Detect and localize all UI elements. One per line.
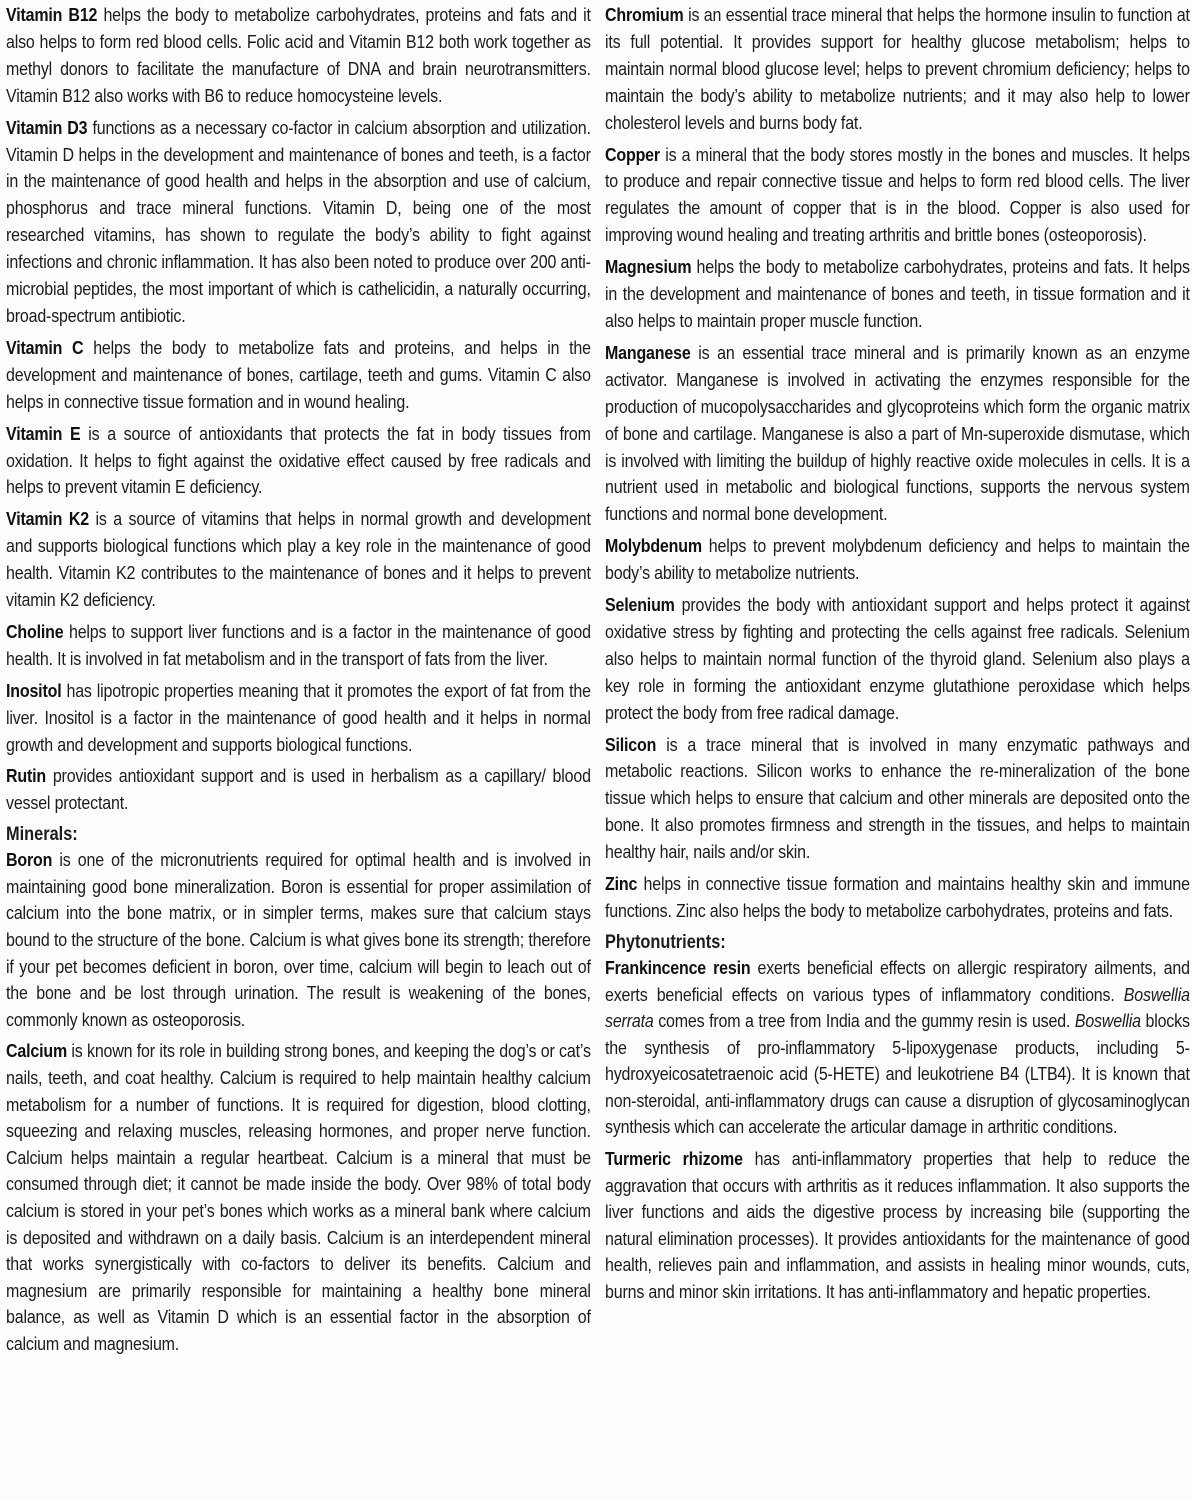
text-vitamin-c: helps the body to metabolize fats and proteins, and helps in the development and maintenance of bones, cartilage, teeth and gums. Vitamin C also helps in connective tissue formation and in wound healing. [6, 336, 591, 412]
paragraph-turmeric [605, 1146, 1190, 1306]
term-chromium: Chromium [605, 4, 684, 25]
text-vitamin-b12: helps the body to metabolize carbohydrates, proteins and fats and it also helps to form red blood cells. Folic acid and Vitamin B12 both work together as methyl donors to facilitate the manufacture of DNA and brain neurotransmitters. Vitamin B12 also works with B6 to reduce homocysteine levels. [6, 4, 591, 106]
text-zinc: helps in connective tissue formation and maintains healthy skin and immune functions. Zinc also helps the body to metabolize carbohydrates, proteins and fats. [605, 873, 1190, 921]
paragraph-silicon [605, 732, 1190, 867]
term-rutin: Rutin [6, 765, 47, 787]
paragraph-vitamin-b12 [6, 2, 591, 110]
paragraph-vitamin-e [6, 421, 591, 502]
paragraph-calcium [6, 1038, 591, 1357]
term-zinc: Zinc [605, 873, 638, 895]
text-molybdenum: helps to prevent molybdenum deficiency and helps to maintain the body’s ability to metabolize nutrients. [605, 535, 1190, 584]
paragraph-vitamin-c [6, 335, 591, 416]
term-choline: Choline [6, 620, 64, 642]
text-chromium: is an essential trace mineral that helps the hormone insulin to function at its full potential. It provides support for healthy glucose metabolism; helps to maintain normal blood glucose level; helps to prevent chromium deficiency; helps to maintain the body’s ability to metabolize nutrients; and it may also help to lower cholesterol levels and burns body fat. [605, 4, 1190, 133]
text-copper: is a mineral that the body stores mostly in the bones and muscles. It helps to produce and repair connective tissue and helps to form red blood cells. The liver regulates the amount of copper that is in the blood. Copper is also used for improving wound healing and treating arthritis and brittle bones (osteoporosis). [605, 143, 1190, 246]
text-turmeric: has anti-inflammatory properties that help to reduce the aggravation that occurs with arthritis as it reduces inflammation. It also supports the liver functions and aids the digestive process by increasing bile (supporting the natural elimination processes). It provides antioxidants for the maintenance of good health, relieves pain and inflammation, and assists in healing minor wounds, cuts, burns and minor skin irritations. It has anti-inflammatory and hepatic properties. [605, 1148, 1190, 1303]
paragraph-rutin [6, 763, 591, 817]
left-column [6, 2, 591, 1500]
text-selenium: provides the body with antioxidant support and helps protect it against oxidative stress by fighting and protecting the cells against free radicals. Selenium also helps to maintain normal function of the thyroid gland. Selenium also plays a key role in forming the antioxidant enzyme glutathione peroxidase which helps protect the body from free radical damage. [605, 594, 1190, 723]
text-magnesium: helps the body to metabolize carbohydrates, proteins and fats. It helps in the development and maintenance of bones and teeth, in tissue formation and it also helps to maintain proper muscle function. [605, 256, 1190, 331]
paragraph-chromium [605, 2, 1190, 137]
paragraph-choline [6, 619, 591, 673]
term-vitamin-e: Vitamin E [6, 422, 81, 444]
paragraph-boron [6, 847, 591, 1033]
term-calcium: Calcium [6, 1040, 68, 1062]
term-manganese: Manganese [605, 341, 691, 363]
paragraph-selenium [605, 592, 1190, 727]
text-vitamin-k2: is a source of vitamins that helps in normal growth and development and supports biological functions which play a key role in the maintenance of good health. Vitamin K2 contributes to the maintenance of bones and it helps to prevent vitamin K2 deficiency. [6, 508, 591, 611]
right-column [605, 2, 1190, 1500]
text-boswellia: Boswellia [1074, 1010, 1141, 1032]
paragraph-magnesium [605, 254, 1190, 335]
text-boswellia-serrata: Boswellia serrata [605, 983, 1190, 1032]
paragraph-zinc [605, 871, 1190, 925]
term-molybdenum: Molybdenum [605, 535, 702, 557]
text-frankincense-3: blocks the synthesis of pro-inflammatory 5-lipoxygenase products, including 5-hydroxyeicosatetraenoic acid (5-HETE) and leukotriene B4 (LTB4). It is known that non-steroidal, anti-inflammatory drugs can cause a disruption of glycosaminoglycan synthesis which can accelerate the articular damage in arthritic conditions. [605, 1010, 1190, 1138]
text-choline: helps to support liver functions and is a factor in the maintenance of good health. It is involved in fat metabolism and in the transport of fats from the liver. [6, 620, 591, 669]
term-vitamin-b12: Vitamin B12 [6, 4, 98, 25]
paragraph-vitamin-d3 [6, 115, 591, 330]
text-vitamin-d3: functions as a necessary co-factor in calcium absorption and utilization. Vitamin D helps in the development and maintenance of bones and teeth, is a factor in the maintenance of good health and helps in the absorption and use of calcium, phosphorus and trace mineral functions. Vitamin D, being one of the most researched vitamins, has shown to regulate the body’s ability to fight against infections and chronic inflammation. It has also been noted to produce over 200 anti-microbial peptides, the most important of which is cathelicidin, a naturally occurring, broad-spectrum antibiotic. [6, 116, 591, 326]
text-silicon: is a trace mineral that is involved in many enzymatic pathways and metabolic reactions. Silicon works to enhance the re-mineralization of the bone tissue which helps to ensure that calcium and other minerals are deposited onto the bone. It also promotes firmness and strength in the tissues, and helps to maintain healthy hair, nails and/or skin. [605, 733, 1190, 863]
paragraph-inositol [6, 678, 591, 759]
paragraph-molybdenum [605, 533, 1190, 587]
paragraph-manganese [605, 340, 1190, 528]
minerals-heading: Minerals: [6, 824, 78, 846]
term-copper: Copper [605, 143, 660, 165]
term-magnesium: Magnesium [605, 256, 692, 278]
term-boron: Boron [6, 849, 53, 871]
text-frankincense-1: exerts beneficial effects on allergic respiratory ailments, and exerts beneficial effects on various types of inflammatory conditions. [605, 956, 1190, 1005]
paragraph-vitamin-k2 [6, 506, 591, 614]
term-vitamin-d3: Vitamin D3 [6, 116, 88, 138]
paragraph-copper [605, 142, 1190, 250]
phytonutrients-heading: Phytonutrients: [605, 931, 726, 953]
text-inositol: has lipotropic properties meaning that it promotes the export of fat from the liver. Inositol is a factor in the maintenance of good health and it helps in normal growth and development and supports biological functions. [6, 679, 591, 755]
term-inositol: Inositol [6, 679, 62, 701]
text-rutin: provides antioxidant support and is used in herbalism as a capillary/ blood vessel protectant. [6, 765, 591, 814]
term-vitamin-k2: Vitamin K2 [6, 508, 89, 530]
text-frankincense-2: comes from a tree from India and the gummy resin is used. [653, 1010, 1075, 1032]
text-calcium: is known for its role in building strong bones, and keeping the dog’s or cat’s nails, teeth, and coat healthy. Calcium is required to help maintain healthy calcium metabolism for a number of functions. It is required for digestion, blood clotting, squeezing and relaxing muscles, releasing hormones, and proper nerve function. Calcium helps maintain a regular heartbeat. Calcium is a mineral that must be consumed through diet; it cannot be made inside the body. Over 98% of total body calcium is stored in your pet’s bones which works as a mineral bank where calcium is deposited and withdrawn on a daily basis. Calcium is an interdependent mineral that works synergistically with co-factors to deliver its benefits. Calcium and magnesium are primarily responsible for maintaining a healthy bone mineral balance, as well as Vitamin D which is an essential factor in the absorption of calcium and magnesium. [6, 1040, 591, 1354]
term-selenium: Selenium [605, 594, 675, 616]
term-frankincense: Frankincence resin [605, 956, 751, 978]
text-manganese: is an essential trace mineral and is primarily known as an enzyme activator. Manganese is involved in activating the enzymes responsible for the production of mucopolysaccharides and glycoproteins which form the organic matrix of bone and cartilage. Manganese is also a part of Mn-superoxide dismutase, which is involved with limiting the buildup of highly reactive oxide molecules in cells. It is a nutrient used in metabolic and biological functions, supports the nervous system functions and normal bone development. [605, 341, 1190, 525]
term-vitamin-c: Vitamin C [6, 336, 84, 358]
term-silicon: Silicon [605, 733, 657, 755]
text-vitamin-e: is a source of antioxidants that protects the fat in body tissues from oxidation. It helps to fight against the oxidative effect caused by free radicals and helps to prevent vitamin E deficiency. [6, 422, 591, 498]
text-boron: is one of the micronutrients required for optimal health and is involved in maintaining good bone mineralization. Boron is essential for proper assimilation of calcium into the bone matrix, or in simpler terms, makes sure that calcium stays bound to the structure of the bone. Calcium is what gives bone its strength; therefore if your pet becomes deficient in boron, over time, calcium will begin to leach out of the bone and be lost through urination. The result is weakening of the bones, commonly known as osteoporosis. [6, 849, 591, 1030]
paragraph-frankincense [605, 955, 1190, 1141]
term-turmeric: Turmeric rhizome [605, 1148, 743, 1170]
